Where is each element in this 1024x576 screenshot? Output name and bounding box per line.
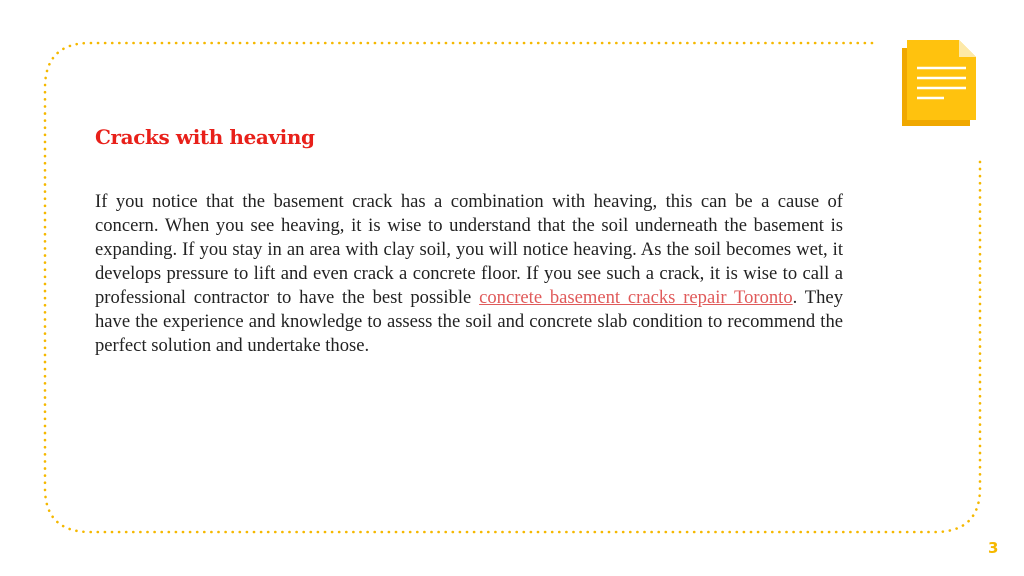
body-paragraph — [95, 190, 843, 358]
document-icon — [900, 36, 980, 128]
paragraph-text-before-link: If you notice that the basement crack has a combination with heaving, this can be a cause of concern. When you see heaving, it is wise to understand that the soil underneath the basement is expanding. If you stay in an area with clay soil, you will notice heaving. As the soil becomes wet, it develops pressure to lift and even crack a concrete floor. If you see such a crack, it is wise to call a professional contractor to have the best possible — [95, 191, 843, 308]
slide-title: Cracks with heaving — [95, 125, 315, 149]
concrete-repair-link[interactable]: concrete basement cracks repair Toronto — [479, 287, 793, 308]
page-number: 3 — [988, 539, 999, 557]
paragraph-text-after-link: . They have the experience and knowledge to assess the soil and concrete slab condition to recommend the perfect solution and undertake those. — [95, 287, 843, 356]
